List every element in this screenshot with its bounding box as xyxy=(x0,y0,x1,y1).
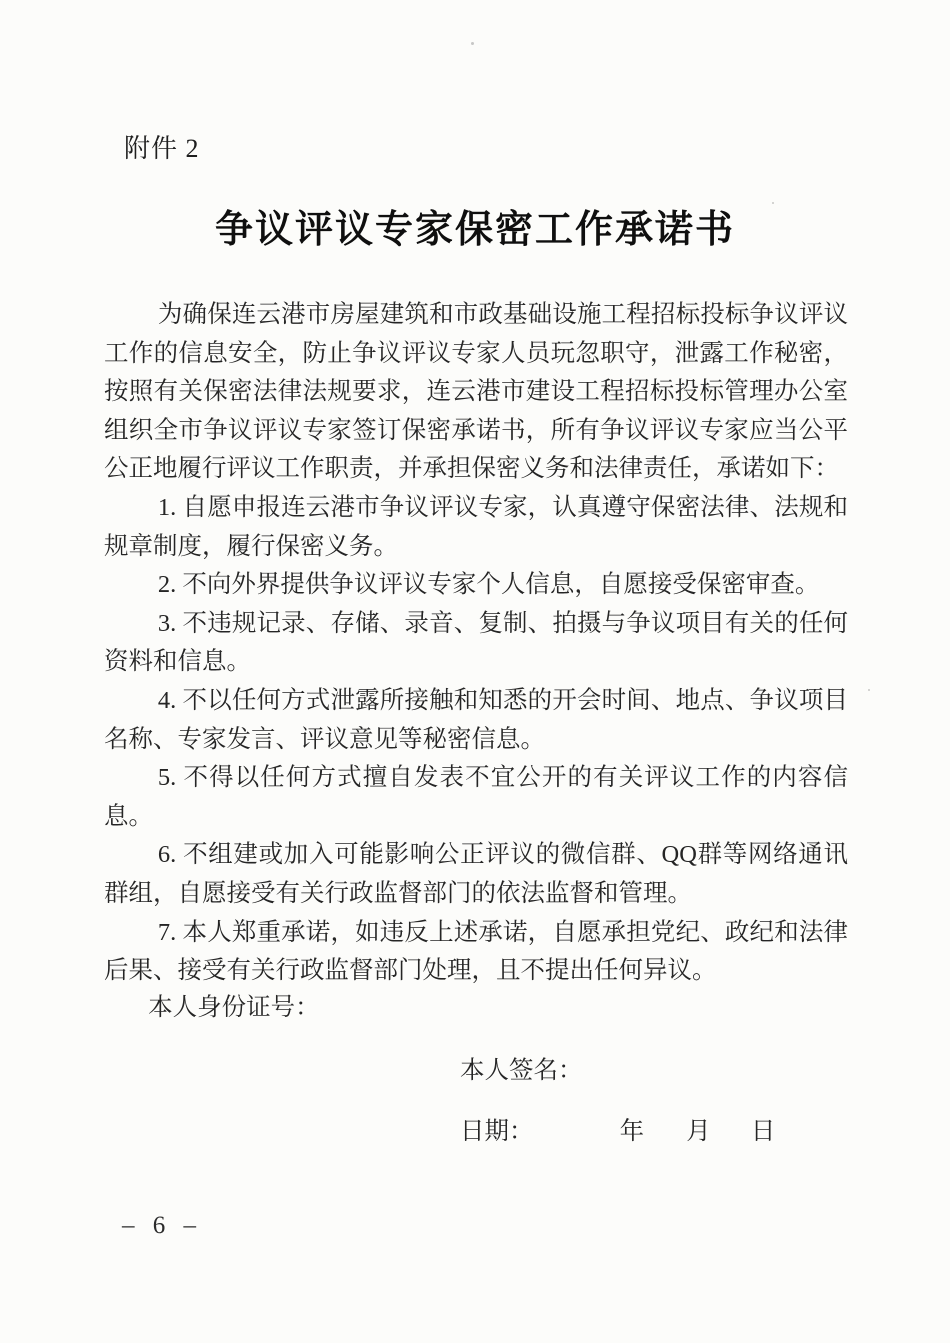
page-number: – 6 – xyxy=(122,1212,202,1239)
date-day-label: 日 xyxy=(750,1118,776,1145)
date-year-label: 年 xyxy=(619,1118,645,1145)
document-title: 争议评议专家保密工作承诺书 xyxy=(214,209,735,251)
scan-speck xyxy=(471,42,474,45)
attachment-label: 附件 2 xyxy=(124,134,200,163)
commitment-item-1: 1. 自愿申报连云港市争议评议专家，认真遵守保密法律、法规和规章制度，履行保密义务。 xyxy=(104,493,848,560)
scan-speck xyxy=(772,202,774,204)
commitment-item-5: 5. 不得以任何方式擅自发表不宜公开的有关评议工作的内容信息。 xyxy=(104,764,848,830)
document-body xyxy=(104,296,848,991)
commitment-item-6: 6. 不组建或加入可能影响公正评议的微信群、QQ群等网络通讯群组，自愿接受有关行政监督部门的依法监督和管理。 xyxy=(104,841,848,907)
date-month-label: 月 xyxy=(686,1118,711,1145)
commitment-item-3: 3. 不违规记录、存储、录音、复制、拍摄与争议项目有关的任何资料和信息。 xyxy=(104,609,848,676)
scan-speck xyxy=(868,689,870,691)
date-line xyxy=(460,1112,775,1147)
commitment-item-4: 4. 不以任何方式泄露所接触和知悉的开会时间、地点、争议项目名称、专家发言、评议意见等秘密信息。 xyxy=(104,686,848,753)
paragraph-intro: 为确保连云港市房屋建筑和市政基础设施工程招标投标争议评议工作的信息安全，防止争议评议专家人员玩忽职守，泄露工作秘密，按照有关保密法律法规要求，连云港市建设工程招标投标管理办公室组织全市争议评议专家签订保密承诺书，所有争议评议专家应当公平公正地履行评议工作职责，并承担保密义务和法律责任，承诺如下： xyxy=(104,301,848,483)
commitment-item-2: 2. 不向外界提供争议评议专家个人信息，自愿接受保密审查。 xyxy=(157,571,820,599)
signature-label: 本人签名： xyxy=(460,1057,583,1084)
date-label: 日期： xyxy=(460,1118,534,1145)
id-number-label: 本人身份证号： xyxy=(148,994,320,1021)
commitment-item-7: 7. 本人郑重承诺，如违反上述承诺，自愿承担党纪、政纪和法律后果、接受有关行政监督部门处理，且不提出任何异议。 xyxy=(104,918,848,985)
